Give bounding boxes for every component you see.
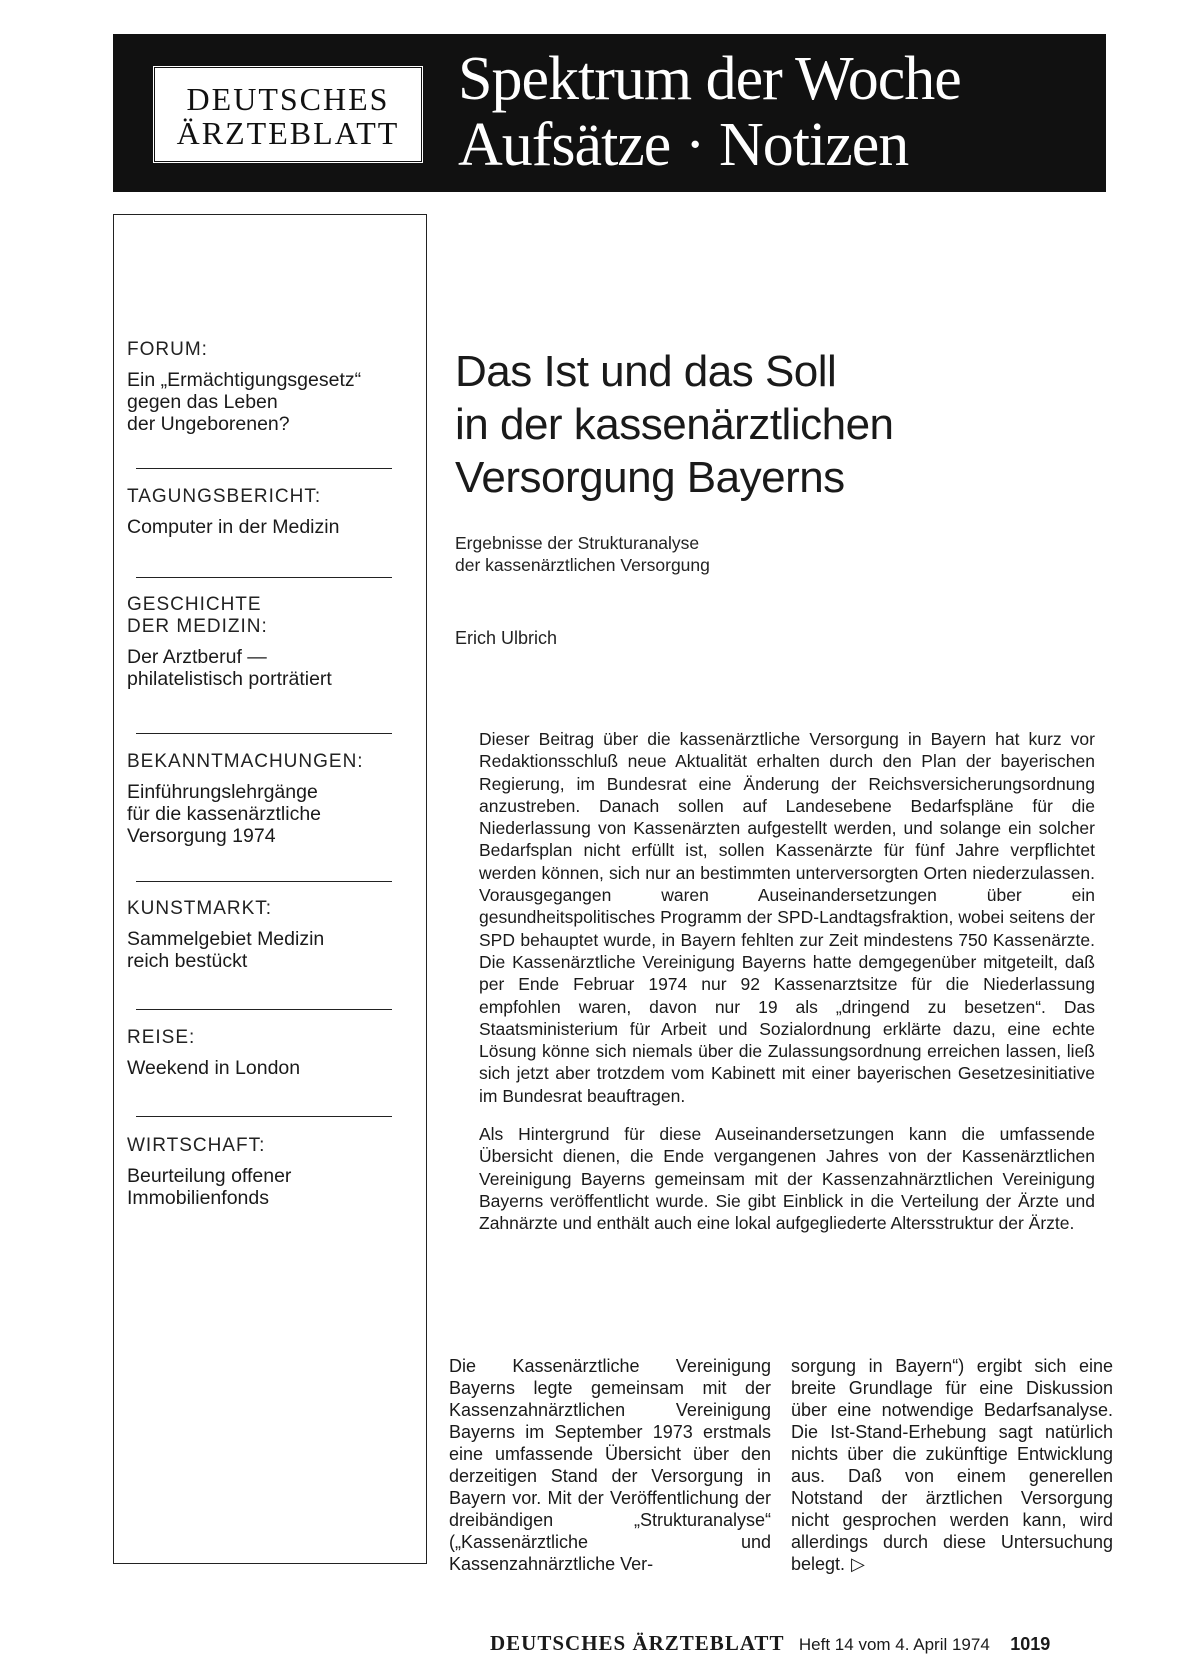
continue-arrow-icon: ▷ [851, 1554, 865, 1574]
body-column-left: Die Kassenärztliche Vereinigung Bayerns legte gemeinsam mit der Kassenzahnärztlichen Vereinigung Bayerns im September 1973 erstmals eine umfassende Übersicht über den derzeitigen Stand der Versorgung in Bayern vor. Mit der Veröffentlichung der dreibändigen „Strukturanalyse“ („Kassenärztliche und Kassenzahnärztliche Ver- [449, 1356, 771, 1574]
article-subtitle-line: Ergebnisse der Strukturanalyse [455, 533, 700, 553]
toc-heading-line: DER MEDIZIN: [127, 616, 268, 637]
toc-entry [127, 781, 417, 847]
toc-entry-line: Versorgung 1974 [127, 825, 276, 847]
lead-paragraph: Dieser Beitrag über die kassenärztliche Versorgung in Bayern hat kurz vor Redaktionsschluß neue Aktualität erhalten durch den Plan der bayerischen Regierung, im Bundesrat eine Änderung der Reichsversicherungsordnung anzustreben. Danach sollen auf Landesebene Bedarfspläne für die Niederlassung von Kassenärzten aufgestellt werden, und solange ein solcher Bedarfsplan nicht erfüllt ist, sollen Kassenärzte für fünf Jahre verpflichtet werden können, sich nur an bestimmten unterversorgten Orten niederzulassen. Vorausgegangen waren Auseinandersetzungen über ein gesundheitspolitisches Programm der SPD-Landtagsfraktion, wobei seitens der SPD behauptet wurde, in Bayern fehlten zur Zeit mindestens 750 Kassenärzte. Die Kassenärztliche Vereinigung Bayerns hatte demgegenüber mitgeteilt, daß per Ende Februar 1974 nur 92 Kassenarztsitze für die Niederlassung empfohlen waren, davon nur 19 als „dringend zu besetzen“. Das Staatsministerium für Arbeit und Sozialordnung erklärte dazu, eine echte Lösung könne sich niemals über die Zulassungsordnung erreichen lassen, ließ sich jetzt aber trotzdem vom Kabinett mit einer bayerischen Gesetzesinitiative im Bundesrat beauftragen. [479, 729, 1095, 1106]
toc-entry-line: Beurteilung offener [127, 1165, 292, 1187]
article-lead [479, 728, 1095, 1251]
toc-entry-line: reich bestückt [127, 950, 248, 972]
toc-heading: KUNSTMARKT: [127, 898, 273, 919]
toc-section-bekanntmachungen [127, 751, 417, 847]
toc-entry-line: philatelistisch porträtiert [127, 668, 332, 690]
toc-entry-line: Weekend in London [127, 1057, 301, 1079]
article-title-line: in der kassenärztlichen [455, 400, 894, 449]
toc-heading: TAGUNGSBERICHT: [127, 486, 322, 507]
section-title-line-1: Spektrum der Woche [458, 45, 961, 113]
footer-issue: Heft 14 vom 4. April 1974 [798, 1635, 990, 1654]
toc-heading [127, 594, 417, 638]
toc-section-tagungsbericht [127, 486, 417, 538]
toc-section-geschichte [127, 594, 417, 690]
toc-entry-line: Computer in der Medizin [127, 516, 340, 538]
toc-entry-line: gegen das Leben [127, 391, 278, 413]
page-number: 1019 [1010, 1634, 1051, 1654]
toc-entry [127, 646, 417, 690]
toc-heading: WIRTSCHAFT: [127, 1135, 266, 1156]
journal-logo [152, 65, 424, 164]
toc-entry-line: Einführungslehrgänge [127, 781, 318, 803]
toc-entry [127, 1165, 417, 1209]
divider [136, 1116, 392, 1117]
toc-heading: FORUM: [127, 339, 208, 360]
article-subtitle [455, 532, 1055, 576]
article-title-line: Das Ist und das Soll [455, 347, 837, 396]
lead-paragraph: Als Hintergrund für diese Auseinandersetzungen kann die umfassende Übersicht dienen, die Ende vergangenen Jahres von der Kassenärztlichen Vereinigung Bayerns gemeinsam mit der Kassenzahnärztlichen Vereinigung Bayerns veröffentlicht wurde. Sie gibt Einblick in die Verteilung der Ärzte und Zahnärzte und enthält auch eine lokal aufgegliederte Altersstruktur der Ärzte. [479, 1124, 1095, 1234]
toc-entry-line: Der Arztberuf — [127, 646, 267, 668]
logo-line-1: DEUTSCHES [186, 81, 390, 117]
toc-entry-line: der Ungeborenen? [127, 413, 290, 435]
divider [136, 881, 392, 882]
toc-entry-line: Immobilienfonds [127, 1187, 269, 1209]
toc-entry [127, 928, 417, 972]
toc-section-forum [127, 339, 417, 435]
article-subtitle-line: der kassenärztlichen Versorgung [455, 555, 710, 575]
page-footer [490, 1631, 1102, 1656]
toc-section-wirtschaft [127, 1135, 417, 1209]
toc-entry [127, 1057, 417, 1079]
divider [136, 1009, 392, 1010]
section-title-line-2: Aufsätze · Notizen [458, 111, 909, 179]
toc-entry [127, 369, 417, 435]
body-column-right-text: sorgung in Bayern“) ergibt sich eine breite Grundlage für eine Diskussion über eine notwendige Bedarfsanalyse. Die Ist-Stand-Erhebung sagt natürlich nichts über die zukünftige Entwicklung aus. Daß von einem generellen Notstand der ärztlichen Versorgung nicht gesprochen werden kann, wird allerdings durch diese Untersuchung belegt. [791, 1356, 1113, 1574]
divider [136, 577, 392, 578]
logo-line-2: ÄRZTEBLATT [176, 115, 400, 151]
toc-section-kunstmarkt [127, 898, 417, 972]
toc-heading-line: GESCHICHTE [127, 594, 262, 615]
article-author: Erich Ulbrich [455, 628, 558, 648]
section-title [458, 46, 961, 178]
divider [136, 468, 392, 469]
article-title [455, 345, 1095, 504]
contents-sidebar [113, 214, 427, 1564]
toc-heading: BEKANNTMACHUNGEN: [127, 751, 364, 772]
toc-entry [127, 516, 417, 538]
divider [136, 733, 392, 734]
body-column-right [791, 1355, 1113, 1575]
footer-journal: DEUTSCHES ÄRZTEBLATT [490, 1631, 785, 1655]
toc-section-reise [127, 1027, 417, 1079]
toc-entry-line: Sammelgebiet Medizin [127, 928, 325, 950]
toc-entry-line: Ein „Ermächtigungsgesetz“ [127, 369, 362, 391]
article-title-line: Versorgung Bayerns [455, 453, 845, 502]
toc-entry-line: für die kassenärztliche [127, 803, 322, 825]
toc-heading: REISE: [127, 1027, 196, 1048]
